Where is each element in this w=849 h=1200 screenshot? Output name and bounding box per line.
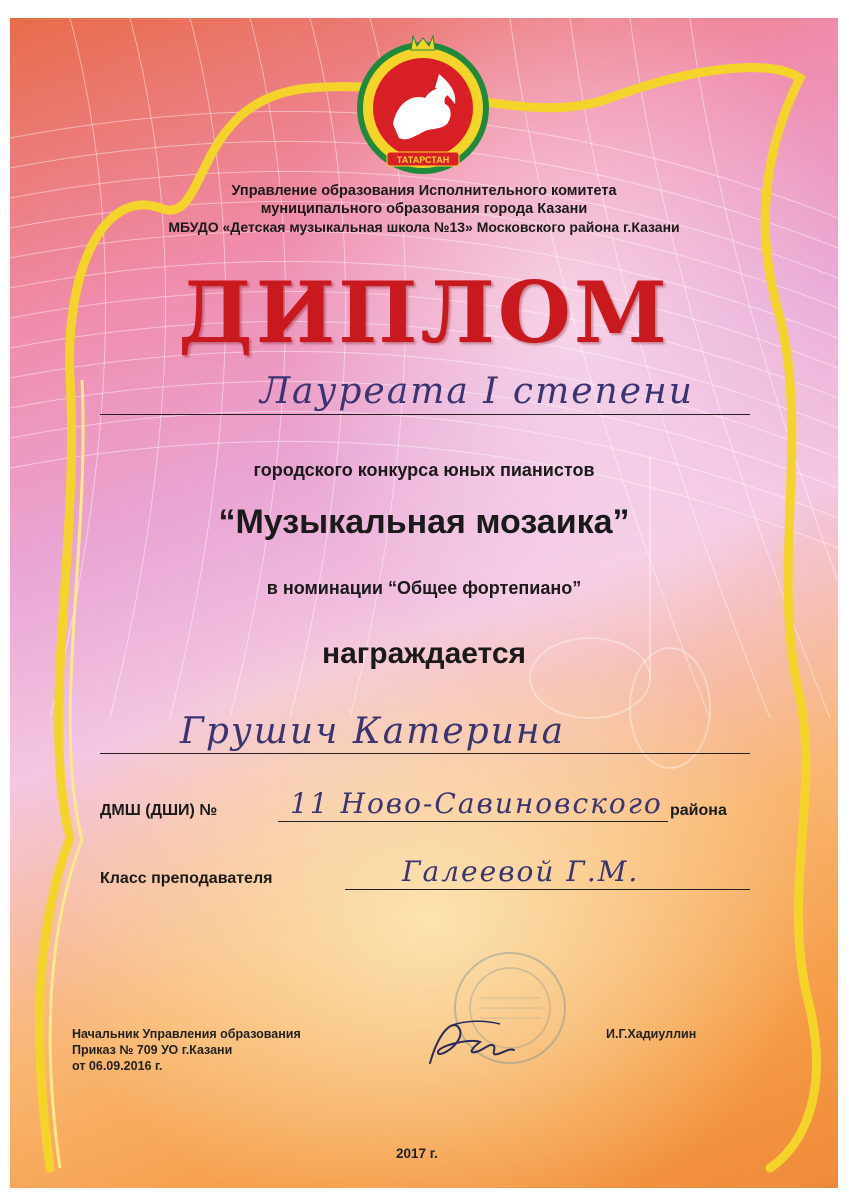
signer-name: И.Г.Хадиуллин <box>606 1027 697 1041</box>
awarded-label: награждается <box>321 637 527 670</box>
nomination-line: в номинации “Общее фортепиано” <box>266 578 582 598</box>
teacher-underline <box>345 889 750 890</box>
header-line-3: МБУДО «Детская музыкальная школа №13» Московского района г.Казани <box>168 219 680 235</box>
contest-line: городского конкурса юных пианистов <box>253 460 595 480</box>
contest-name: “Музыкальная мозаика” <box>218 503 630 541</box>
recipient-handwritten: Грушич Катерина <box>180 711 566 752</box>
teacher-prefix: Класс преподавателя <box>100 870 273 887</box>
header-line-2: муниципального образования города Казани <box>260 201 588 217</box>
footer-order: Приказ № 709 УО г.Казани <box>72 1043 233 1057</box>
emblem-banner-text: ТАТАРСТАН <box>396 155 450 165</box>
crown-icon <box>411 36 435 50</box>
footer-order-date: от 06.09.2016 г. <box>72 1059 163 1073</box>
recipient-underline <box>100 753 750 754</box>
degree-handwritten: Лауреата I степени <box>260 371 694 412</box>
school-handwritten: 11 Ново-Савиновского <box>290 787 663 820</box>
footer-position: Начальник Управления образования <box>72 1027 301 1041</box>
tatarstan-emblem <box>353 32 493 182</box>
issue-year: 2017 г. <box>396 1146 438 1161</box>
diploma-certificate <box>10 18 838 1188</box>
diploma-title: ДИПЛОМ <box>178 263 670 362</box>
school-prefix: ДМШ (ДШИ) № <box>100 802 218 819</box>
teacher-handwritten: Галеевой Г.М. <box>402 855 640 888</box>
school-underline <box>278 821 668 822</box>
degree-underline <box>100 414 750 415</box>
school-suffix: района <box>670 802 727 819</box>
signature-image <box>410 1008 520 1078</box>
header-line-1: Управление образования Исполнительного комитета <box>231 183 617 199</box>
